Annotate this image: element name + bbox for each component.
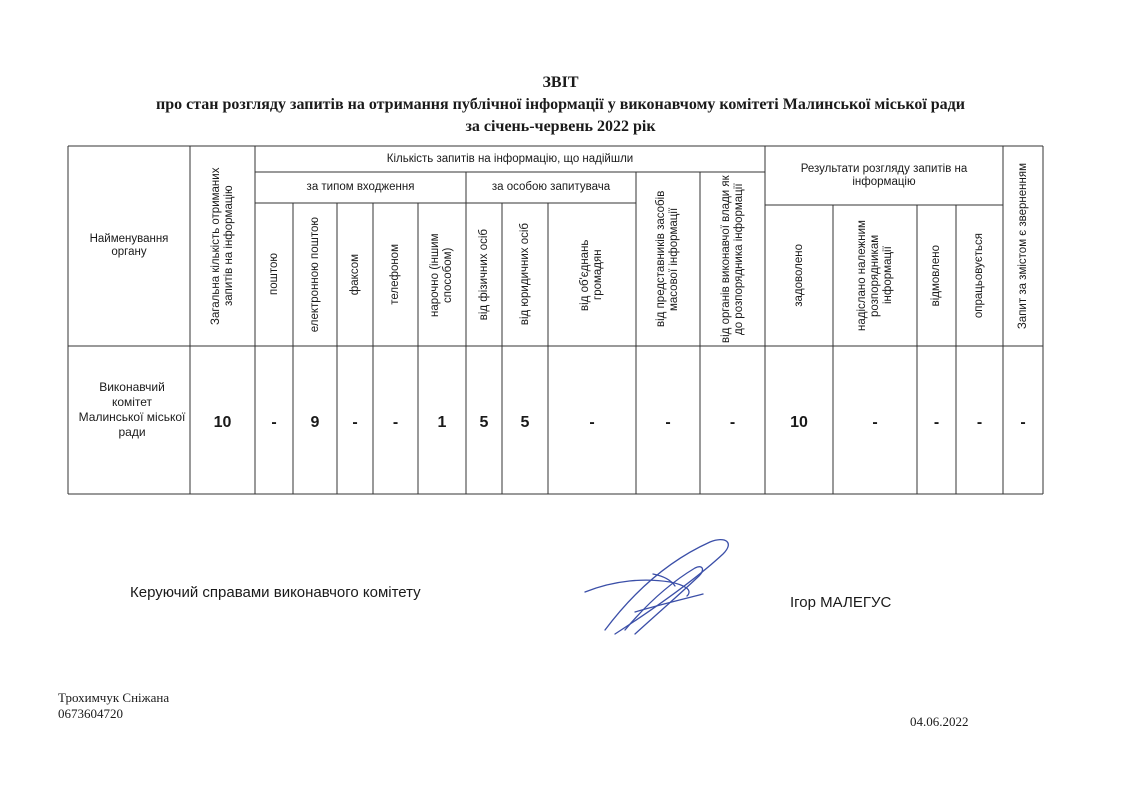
executor-name: Трохимчук Сніжана [58, 690, 170, 705]
header-fax [337, 203, 373, 346]
signatory-name: Ігор МАЛЕГУС [790, 594, 892, 611]
cell-email: 9 [310, 414, 320, 431]
header-by-type-group [255, 172, 466, 203]
cell-phone: - [392, 414, 399, 431]
report-date: 04.06.2022 [910, 714, 969, 729]
report-period: за січень-червень 2022 рік [465, 118, 656, 135]
header-legal-entities-text: від юридичних осіб [518, 223, 531, 326]
header-fax-text: факсом [348, 253, 361, 296]
header-authorities [700, 172, 765, 346]
header-refused [917, 205, 956, 346]
header-received-group-text: Кількість запитів на інформацію, що надійшли [386, 152, 634, 165]
row-organ-name: Виконавчий комітет Малинської міської ради [78, 380, 186, 439]
cell-authorities: - [729, 414, 736, 431]
header-by-requester-group-text: за особою запитувача [491, 181, 611, 193]
signatory-role: Керуючий справами виконавчого комітету [130, 584, 421, 601]
header-by-type-group-text: за типом входження [306, 181, 415, 193]
report-title: ЗВІТ [542, 74, 579, 91]
cell-total: 10 [213, 414, 232, 431]
header-forwarded-text: надіслано належним розпорядникам інформації [855, 220, 894, 331]
header-forwarded [833, 205, 917, 346]
header-received-group [255, 146, 765, 172]
header-appeal-content-text: Запит за змістом є зверненням [1016, 162, 1029, 330]
header-associations-text: від об'єднань громадян [579, 238, 604, 311]
header-mail [255, 203, 293, 346]
cell-forwarded: - [872, 414, 878, 431]
header-authorities-text: від органів виконавчої влади як до розпорядника інформації [719, 175, 745, 343]
header-mail-text: поштою [267, 253, 280, 296]
header-results-group [765, 146, 1003, 205]
header-media-text: від представників засобів масової інформації [655, 190, 680, 328]
header-in-progress-text: опрацьовується [973, 232, 985, 319]
header-in-person [418, 203, 466, 346]
header-by-requester-group [466, 172, 636, 203]
header-appeal-content [1003, 146, 1043, 346]
header-results-group-text: Результати розгляду запитів на інформацію [800, 162, 968, 188]
header-phone [373, 203, 418, 346]
header-in-progress [956, 205, 1003, 346]
header-total-text: Загальна кількість отриманих запитів на інформацію [209, 167, 235, 325]
cell-associations: - [589, 414, 595, 431]
cell-legal-entities: 5 [520, 414, 530, 431]
header-satisfied-text: задоволено [792, 244, 805, 307]
cell-appeal-content: - [1020, 414, 1026, 431]
header-email [293, 203, 337, 346]
header-total [190, 146, 255, 346]
cell-in-person: 1 [437, 414, 447, 431]
cell-individuals: 5 [479, 414, 489, 431]
signature [575, 530, 755, 650]
header-phone-text: телефоном [389, 244, 401, 305]
header-refused-text: відмовлено [930, 244, 942, 307]
header-email-text: електронною поштою [308, 216, 321, 333]
header-organ-name-text: Найменування органу [89, 233, 169, 258]
header-organ-name [68, 146, 190, 346]
report-subtitle: про стан розгляду запитів на отримання публічної інформації у виконавчому комітеті Малинської міської ради [156, 96, 965, 113]
header-in-person-text: нарочно (іншим способом) [429, 232, 454, 317]
header-individuals [466, 203, 502, 346]
executor-block [58, 690, 169, 722]
cell-satisfied: 10 [790, 414, 808, 431]
cell-in-progress: - [976, 414, 983, 431]
cell-media: - [665, 414, 671, 431]
header-associations [548, 203, 636, 346]
header-satisfied [765, 205, 833, 346]
header-legal-entities [502, 203, 548, 346]
cell-fax: - [352, 414, 358, 431]
cell-mail: - [271, 414, 277, 431]
header-individuals-text: від фізичних осіб [477, 228, 490, 321]
executor-phone: 0673604720 [58, 706, 123, 721]
header-media [636, 172, 700, 346]
cell-refused: - [933, 414, 940, 431]
